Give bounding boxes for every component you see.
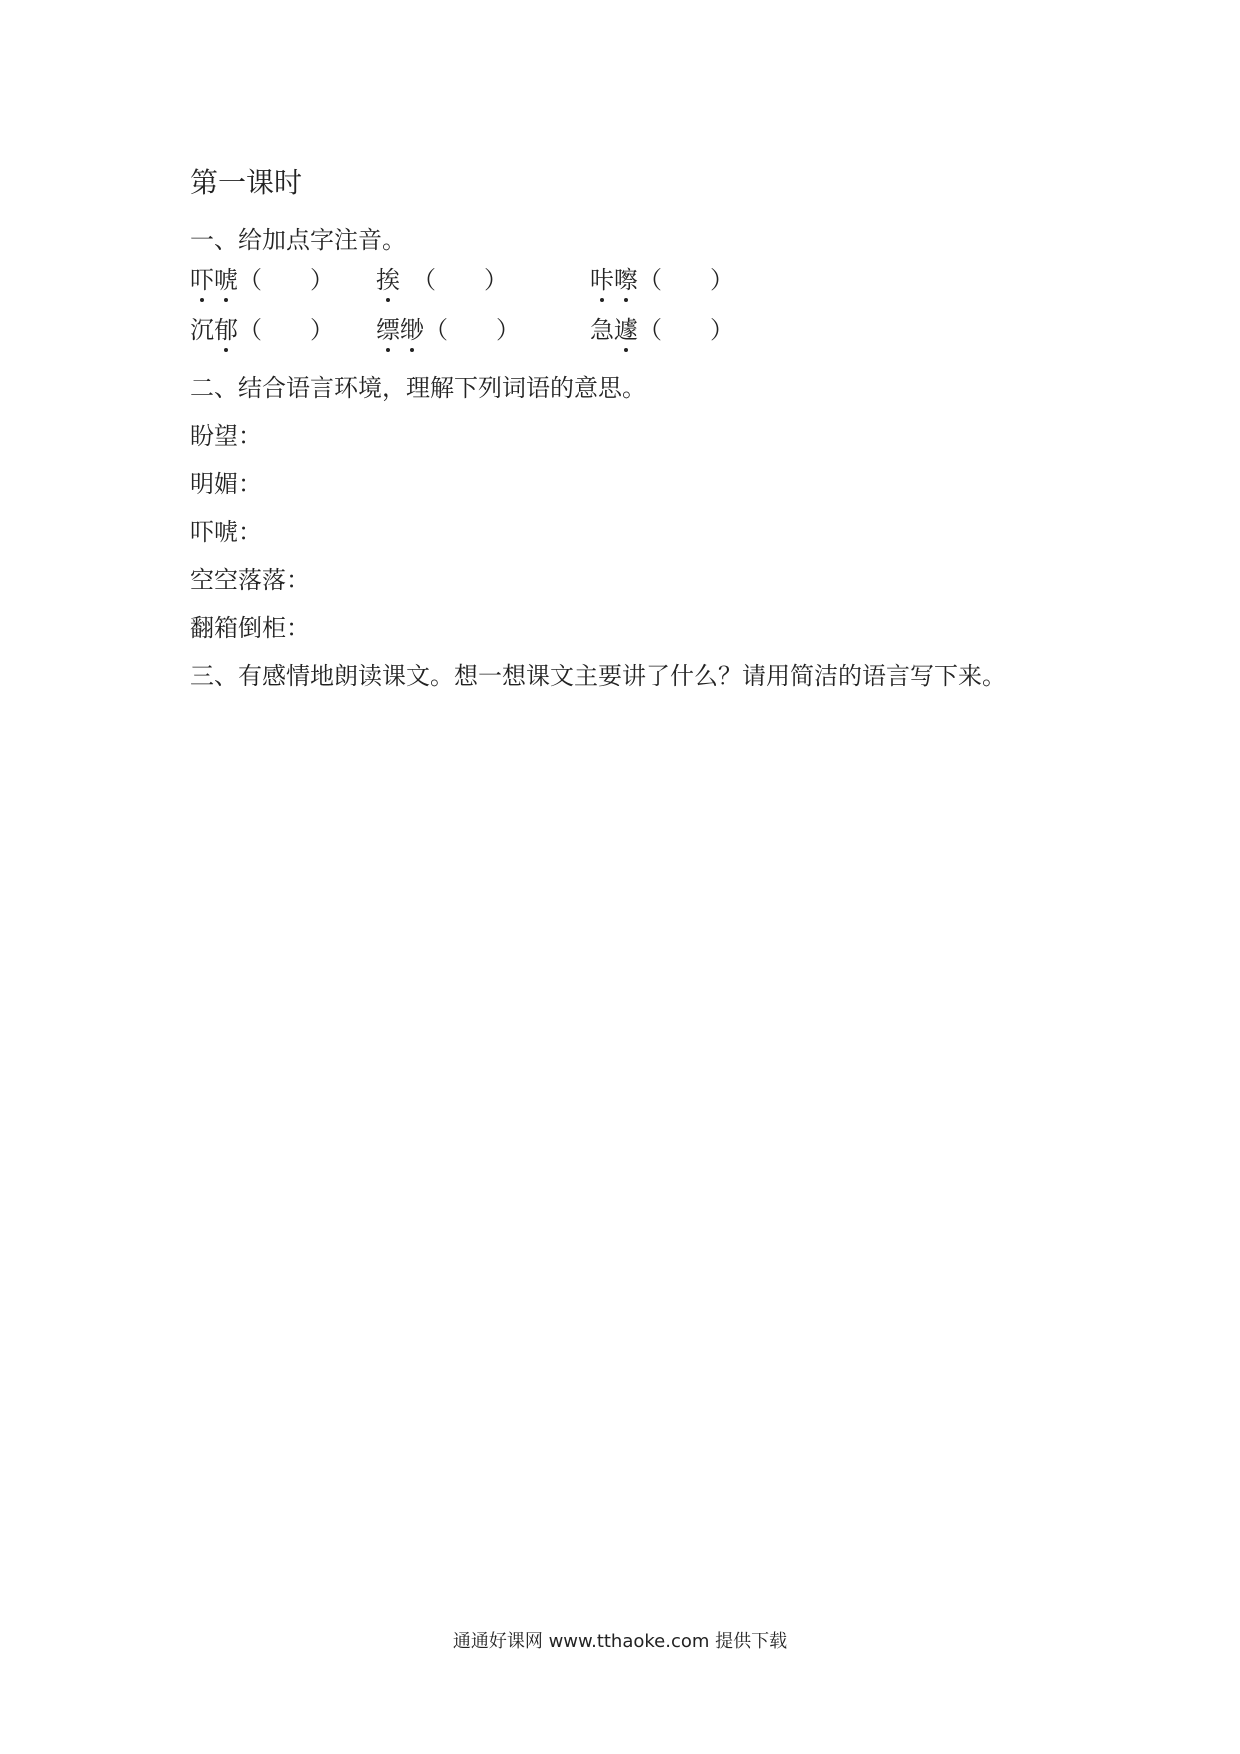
answer-blank[interactable]: （ ） bbox=[638, 316, 734, 344]
emphasis-dot bbox=[386, 348, 390, 352]
pinyin-item-6: 急遽 （ ） bbox=[590, 314, 734, 346]
answer-blank[interactable]: （ ） bbox=[400, 266, 508, 294]
dotted-char: 挨 bbox=[376, 264, 400, 296]
emphasis-dot bbox=[200, 298, 204, 302]
emphasis-dot bbox=[410, 348, 414, 352]
answer-blank[interactable]: （ ） bbox=[238, 316, 334, 344]
dotted-char: 嚓 bbox=[614, 264, 638, 296]
dotted-char: 咔 bbox=[590, 264, 614, 296]
term-panwang: 盼望： bbox=[190, 422, 262, 450]
term-mingmei: 明媚： bbox=[190, 470, 262, 498]
emphasis-dot bbox=[600, 298, 604, 302]
emphasis-dot bbox=[386, 298, 390, 302]
emphasis-dot bbox=[624, 348, 628, 352]
footer-credit: 通通好课网 www.tthaoke.com 提供下载 bbox=[452, 1631, 788, 1652]
pinyin-item-4: 沉郁 （ ） bbox=[190, 314, 334, 346]
answer-blank[interactable]: （ ） bbox=[238, 266, 334, 294]
dotted-char: 吓 bbox=[190, 264, 214, 296]
dotted-char: 唬 bbox=[214, 264, 238, 296]
dotted-char: 遽 bbox=[614, 314, 638, 346]
pinyin-item-2 bbox=[376, 264, 508, 296]
dotted-char: 缥 bbox=[376, 314, 400, 346]
pinyin-item-1 bbox=[190, 264, 334, 296]
emphasis-dot bbox=[224, 298, 228, 302]
section1-heading: 一、给加点字注音。 bbox=[190, 226, 406, 254]
dotted-char: 缈 bbox=[400, 314, 424, 346]
dotted-char: 郁 bbox=[214, 314, 238, 346]
section2-heading: 二、结合语言环境，理解下列词语的意思。 bbox=[190, 374, 646, 402]
term-fanxiangdaogui: 翻箱倒柜： bbox=[190, 614, 310, 642]
pinyin-item-3 bbox=[590, 264, 734, 296]
answer-blank[interactable]: （ ） bbox=[638, 266, 734, 294]
term-xiahu: 吓唬： bbox=[190, 518, 262, 546]
emphasis-dot bbox=[624, 298, 628, 302]
term-kongkongluoluo: 空空落落： bbox=[190, 566, 310, 594]
answer-blank[interactable]: （ ） bbox=[424, 316, 520, 344]
emphasis-dot bbox=[224, 348, 228, 352]
section3-heading: 三、有感情地朗读课文。想一想课文主要讲了什么？请用简洁的语言写下来。 bbox=[190, 662, 1006, 690]
lesson-title: 第一课时 bbox=[190, 166, 303, 199]
pinyin-item-5 bbox=[376, 314, 520, 346]
